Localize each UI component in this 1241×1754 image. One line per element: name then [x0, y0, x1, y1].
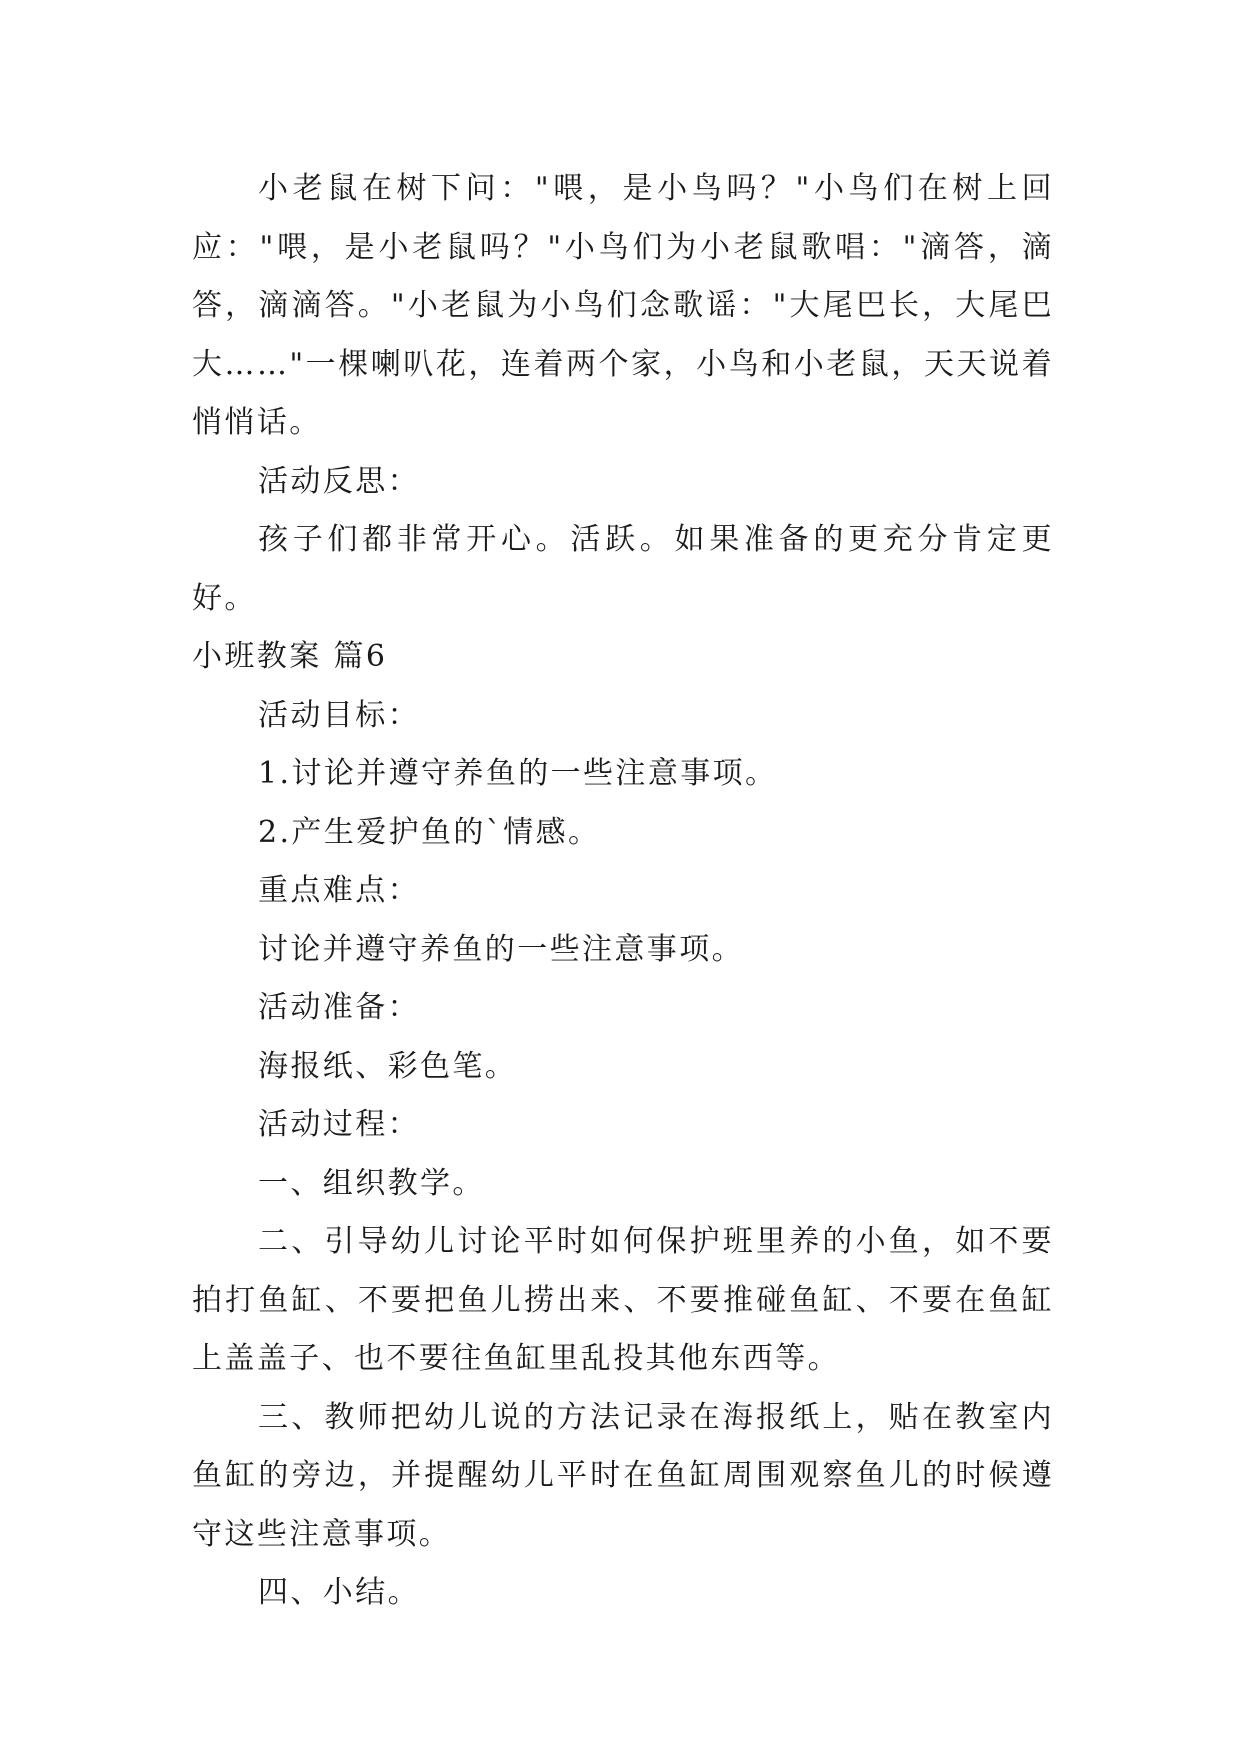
heading-activity-goals: 活动目标： [258, 697, 420, 733]
process-step-1: 一、组织教学。 [258, 1165, 485, 1201]
paragraph-preparation: 海报纸、彩色笔。 [258, 1048, 518, 1084]
heading-activity-process: 活动过程： [258, 1107, 420, 1142]
goal-item-1: 1.讨论并遵守养鱼的一些注意事项。 [258, 756, 778, 791]
paragraph-reflection: 孩子们都非常开心。活跃。如果准备的更充分肯定更好。 [192, 522, 1054, 616]
paragraph-key-difficulties: 讨论并遵守养鱼的一些注意事项。 [258, 931, 744, 967]
goal-item-2: 2.产生爱护鱼的`情感。 [258, 814, 601, 850]
process-step-4: 四、小结。 [258, 1575, 420, 1610]
heading-activity-reflection: 活动反思： [258, 463, 420, 499]
paragraph-story: 小老鼠在树下问："喂，是小鸟吗？"小鸟们在树上回应："喂，是小老鼠吗？"小鸟们为小老鼠歌唱："滴答，滴答，滴滴答。"小老鼠为小鸟们念歌谣："大尾巴长，大尾巴大……"一棵喇叭花，连着两个家，小鸟和小老鼠，天天说着悄悄话。 [192, 171, 1054, 440]
process-step-2: 二、引导幼儿讨论平时如何保护班里养的小鱼，如不要拍打鱼缸、不要把鱼儿捞出来、不要推碰鱼缸、不要在鱼缸上盖盖子、也不要往鱼缸里乱投其他东西等。 [192, 1224, 1054, 1376]
document-body [192, 160, 1054, 1623]
heading-key-difficulties: 重点难点： [258, 873, 420, 908]
process-step-3: 三、教师把幼儿说的方法记录在海报纸上，贴在教室内鱼缸的旁边，并提醒幼儿平时在鱼缸周围观察鱼儿的时候遵守这些注意事项。 [192, 1399, 1054, 1552]
heading-activity-preparation: 活动准备： [258, 990, 420, 1025]
section-title: 小班教案 篇6 [192, 639, 388, 674]
